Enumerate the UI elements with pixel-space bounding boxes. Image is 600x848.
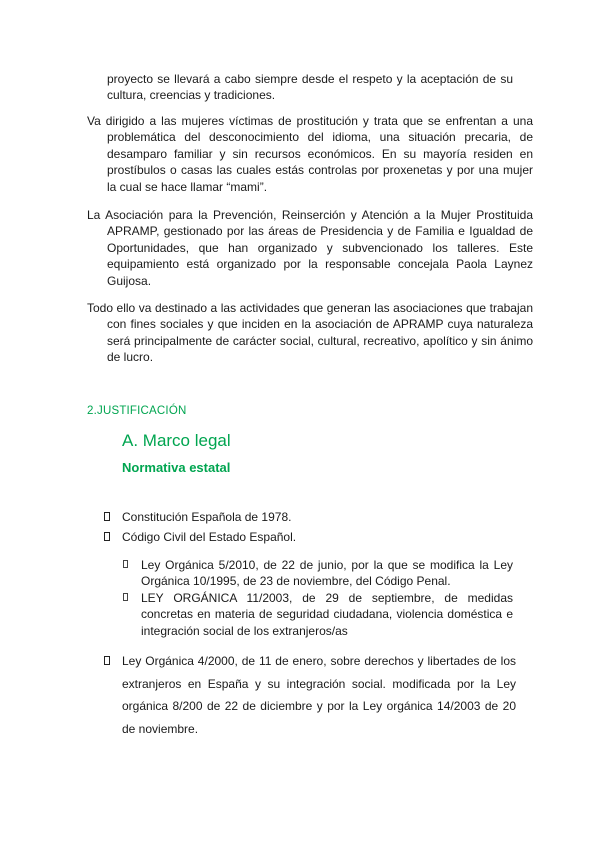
square-bullet-icon xyxy=(104,532,110,541)
sub-list-item xyxy=(123,590,513,639)
list-item-text: Código Civil del Estado Español. xyxy=(122,530,297,544)
square-bullet-icon xyxy=(104,656,110,665)
heading-marco-legal: A. Marco legal xyxy=(122,431,231,450)
list-item xyxy=(104,650,516,740)
paragraph-target-audience: Va dirigido a las mujeres víctimas de prostitución y trata que se enfrentan a una problemática del desconocimiento del idioma, una situación precaria, de desamparo familiar y sin recursos económicos. En su mayoría residen en prostíbulos o casas las cuales estás controlas por proxenetas y por una mujer la cual se hace llamar “mami”. xyxy=(87,114,533,194)
paragraph-activities: Todo ello va destinado a las actividades que generan las asociaciones que trabajan con fines sociales y que inciden en la asociación de APRAMP cuya naturaleza será principalmente de carácter social, cultural, recreativo, apolítico y sin ánimo de lucro. xyxy=(87,301,533,365)
sub-list-item xyxy=(123,557,513,590)
paragraph-continued: proyecto se llevará a cabo siempre desde el respeto y la aceptación de su cultura, creencias y tradiciones. xyxy=(107,72,513,103)
heading-normativa-estatal: Normativa estatal xyxy=(122,460,231,475)
sub-list-item-text: LEY ORGÁNICA 11/2003, de 29 de septiembre, de medidas concretas en materia de seguridad ciudadana, violencia doméstica e integración social de los extranjeros/as xyxy=(141,591,513,638)
list-item-text: Ley Orgánica 4/2000, de 11 de enero, sobre derechos y libertades de los extranjeros en España y su integración social. modificada por la Ley orgánica 8/200 de 22 de diciembre y por la Ley orgánica 14/2003 de 20 de noviembre. xyxy=(122,654,516,736)
list-item xyxy=(104,529,516,545)
sub-list-item-text: Ley Orgánica 5/2010, de 22 de junio, por la que se modifica la Ley Orgánica 10/1995, de 23 de noviembre, del Código Penal. xyxy=(141,558,513,589)
square-bullet-icon xyxy=(123,560,128,568)
list-item xyxy=(104,509,516,525)
paragraph-apramp: La Asociación para la Prevención, Reinserción y Atención a la Mujer Prostituida APRAMP, gestionado por las áreas de Presidencia y de Familia e Igualdad de Oportunidades, que han organizado y subvencionado los talleres. Este equipamiento está organizado por la responsable concejala Paola Laynez Guijosa. xyxy=(87,208,533,288)
square-bullet-icon xyxy=(123,593,128,601)
list-item-text: Constitución Española de 1978. xyxy=(122,510,292,524)
section-title-justificacion: 2.JUSTIFICACIÓN xyxy=(87,405,187,417)
square-bullet-icon xyxy=(104,512,110,521)
